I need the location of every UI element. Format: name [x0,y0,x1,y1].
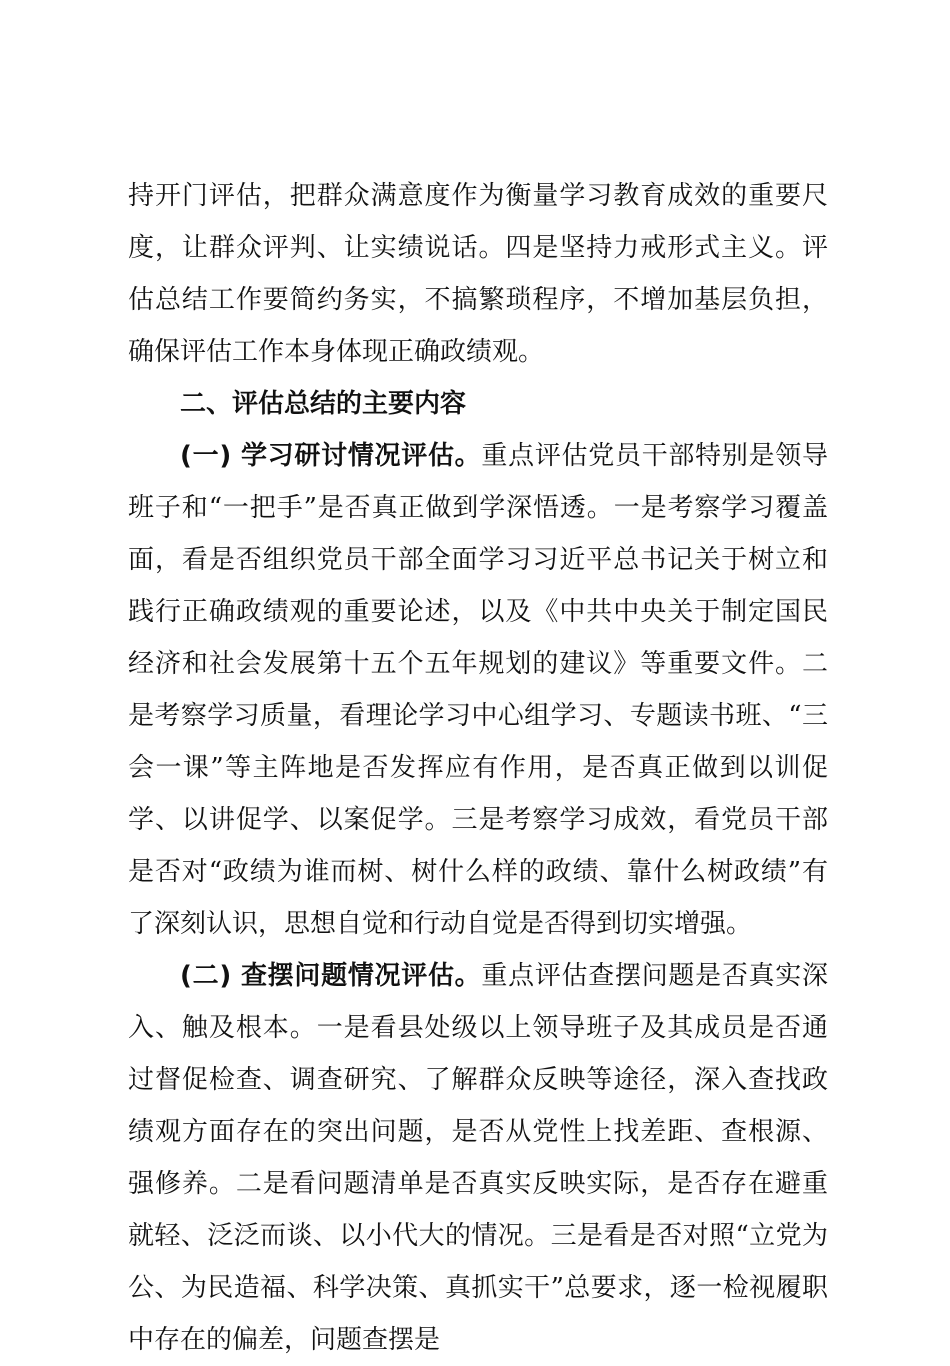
section-2-paragraph [128,950,828,1366]
section-heading: 二、评估总结的主要内容 [180,389,467,419]
section-2-title: (二) 查摆问题情况评估。 [180,961,482,991]
paragraph-continued: 持开门评估，把群众满意度作为衡量学习教育成效的重要尺度，让群众评判、让实绩说话。四是坚持力戒形式主义。评估总结工作要简约务实，不搞繁琐程序，不增加基层负担，确保评估工作本身体现正确政绩观。 [128,181,828,367]
section-1-body: 重点评估党员干部特别是领导班子和“一把手”是否真正做到学深悟透。一是考察学习覆盖面，看是否组织党员干部全面学习习近平总书记关于树立和践行正确政绩观的重要论述，以及《中共中央关于制定国民经济和社会发展第十五个五年规划的建议》等重要文件。二是考察学习质量，看理论学习中心组学习、专题读书班、“三会一课”等主阵地是否发挥应有作用，是否真正做到以训促学、以讲促学、以案促学。三是考察学习成效，看党员干部是否对“政绩为谁而树、树什么样的政绩、靠什么树政绩”有了深刻认识，思想自觉和行动自觉是否得到切实增强。 [128,441,828,939]
section-2-body: 重点评估查摆问题是否真实深入、触及根本。一是看县处级以上领导班子及其成员是否通过督促检查、调查研究、了解群众反映等途径，深入查找政绩观方面存在的突出问题，是否从党性上找差距、查根源、强修养。二是看问题清单是否真实反映实际，是否存在避重就轻、泛泛而谈、以小代大的情况。三是看是否对照“立党为公、为民造福、科学决策、真抓实干”总要求，逐一检视履职中存在的偏差，问题查摆是 [128,961,828,1355]
section-1-paragraph [128,430,828,950]
document-body [128,170,828,1366]
section-1-title: (一) 学习研讨情况评估。 [180,441,482,471]
